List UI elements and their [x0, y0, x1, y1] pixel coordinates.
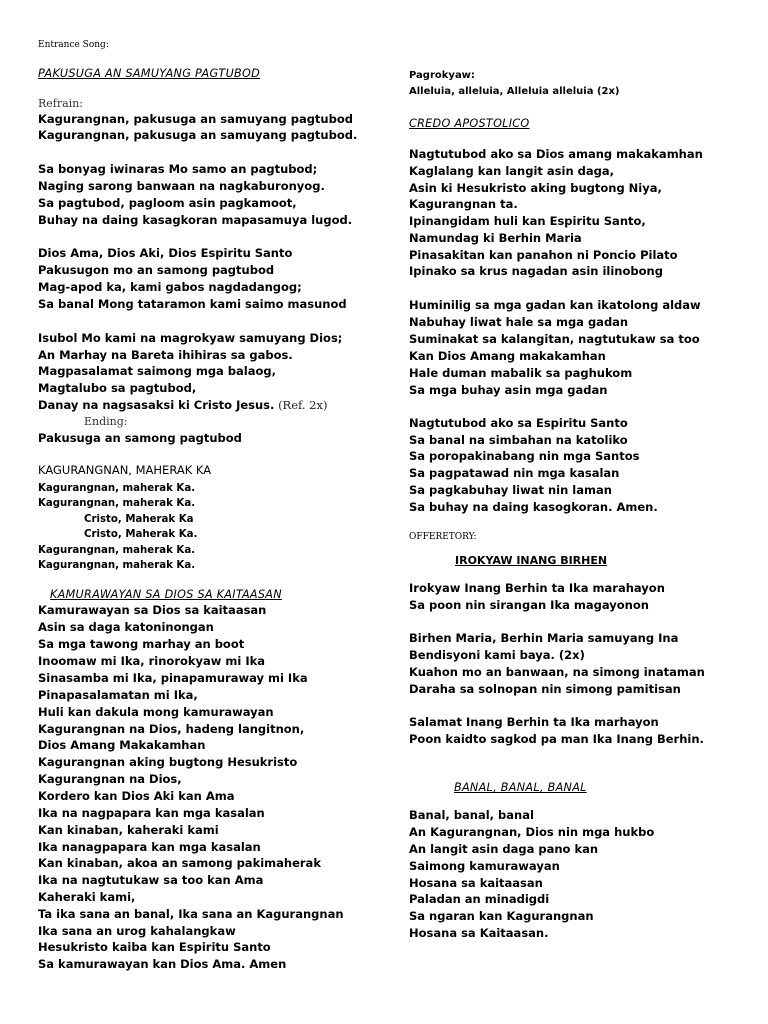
pagrokyaw-label: Pagrokyaw: [409, 70, 475, 81]
verse-last-line: Danay na nagsasaksi ki Cristo Jesus. [38, 398, 275, 412]
gloria-line: Sa kamurawayan kan Dios Ama. Amen [38, 957, 287, 971]
verse-line-with-ref [38, 398, 327, 413]
sanctus-line: Banal, banal, banal [409, 808, 534, 822]
credo-line: Sa mga buhay asin mga gadan [409, 383, 608, 397]
verse-line: Sa pagtubod, pagloom asin pagkamoot, [38, 196, 297, 210]
credo-title: CREDO APOSTOLICO [409, 117, 530, 130]
offertory-line: Irokyaw Inang Berhin ta Ika marahayon [409, 581, 665, 595]
song-title-pakusuga: PAKUSUGA AN SAMUYANG PAGTUBOD [38, 67, 261, 80]
ending-line: Pakusuga an samong pagtubod [38, 431, 242, 445]
offertory-title: IROKYAW INANG BIRHEN [455, 554, 608, 567]
gloria-line: Sa mga tawong marhay an boot [38, 637, 245, 651]
sanctus-line: An Kagurangnan, Dios nin mga hukbo [409, 825, 655, 839]
gloria-line: Kaheraki kami, [38, 890, 136, 904]
credo-line: Nagtutubod ako sa Espiritu Santo [409, 416, 628, 430]
credo-line: Sa pagpatawad nin mga kasalan [409, 466, 620, 480]
credo-line: Nabuhay liwat hale sa mga gadan [409, 315, 629, 329]
credo-line: Hale duman mabalik sa paghukom [409, 366, 633, 380]
verse-line: Sa bonyag iwinaras Mo samo an pagtubod; [38, 162, 318, 176]
gloria-line: Kagurangnan na Dios, [38, 772, 182, 786]
gloria-line: Huli kan dakula mong kamurawayan [38, 705, 274, 719]
offertory-line: Kuahon mo an banwaan, na simong inataman [409, 665, 705, 679]
sanctus-line: Hosana sa Kaitaasan. [409, 926, 549, 940]
offertory-line: Daraha sa solnopan nin simong pamitisan [409, 682, 681, 696]
offertory-label: OFFERETORY: [409, 532, 477, 542]
refrain-label: Refrain: [38, 97, 83, 110]
sanctus-line: Paladan an minadigdi [409, 892, 550, 906]
gloria-line: Kan kinaban, kaheraki kami [38, 823, 219, 837]
alleluia-line: Alleluia, alleluia, Alleluia alleluia (2x) [409, 86, 620, 97]
verse-line: Buhay na daing kasagkoran mapasamuya lugod. [38, 213, 353, 227]
verse-line: Sa banal Mong tataramon kami saimo masunod [38, 297, 347, 311]
offertory-line: Sa poon nin sirangan Ika magayonon [409, 598, 649, 612]
credo-line: Sa poropakinabang nin mga Santos [409, 449, 640, 463]
gloria-line: Kordero kan Dios Aki kan Ama [38, 789, 235, 803]
verse-line: Dios Ama, Dios Aki, Dios Espiritu Santo [38, 246, 293, 260]
refrain-line: Kagurangnan, pakusuga an samuyang pagtubod. [38, 128, 358, 142]
credo-line: Ipinako sa krus nagadan asin ilinobong [409, 264, 663, 278]
kyrie-line: Kagurangnan, maherak Ka. [38, 498, 196, 509]
kyrie-line: Cristo, Maherak Ka. [84, 529, 198, 540]
credo-line: Sa pagkabuhay liwat nin laman [409, 483, 612, 497]
verse-line: Naging sarong banwaan na nagkaburonyog. [38, 179, 325, 193]
gloria-line: Ta ika sana an banal, Ika sana an Kagurangnan [38, 907, 344, 921]
verse-line: Mag-apod ka, kami gabos nagdadangog; [38, 280, 302, 294]
refrain-line: Kagurangnan, pakusuga an samuyang pagtubod [38, 112, 353, 126]
gloria-line: Inoomaw mi Ika, rinorokyaw mi Ika [38, 654, 266, 668]
credo-line: Pinasakitan kan panahon ni Poncio Pilato [409, 248, 678, 262]
song-title-kyrie: KAGURANGNAN, MAHERAK KA [38, 463, 212, 477]
gloria-line: Kagurangnan aking bugtong Hesukristo [38, 755, 298, 769]
offertory-line: Bendisyoni kami baya. (2x) [409, 648, 585, 662]
credo-line: Asin ki Hesukristo aking bugtong Niya, [409, 181, 662, 195]
kyrie-line: Kagurangnan, maherak Ka. [38, 483, 196, 494]
verse-line: Isubol Mo kami na magrokyaw samuyang Dios; [38, 331, 343, 345]
verse-line: Pakusugon mo an samong pagtubod [38, 263, 275, 277]
kyrie-line: Kagurangnan, maherak Ka. [38, 560, 196, 571]
entrance-song-label: Entrance Song: [38, 40, 109, 50]
gloria-line: Ika nanagpapara kan mga kasalan [38, 840, 261, 854]
credo-line: Sa buhay na daing kasogkoran. Amen. [409, 500, 658, 514]
gloria-line: Dios Amang Makakamhan [38, 738, 206, 752]
credo-line: Nagtutubod ako sa Dios amang makakamhan [409, 147, 703, 161]
offertory-line: Birhen Maria, Berhin Maria samuyang Ina [409, 631, 679, 645]
sanctus-line: Saimong kamurawayan [409, 859, 560, 873]
verse-line: An Marhay na Bareta ihihiras sa gabos. [38, 348, 293, 362]
refrain-repeat-note: (Ref. 2x) [278, 398, 328, 412]
credo-line: Ipinangidam huli kan Espiritu Santo, [409, 214, 646, 228]
credo-line: Namundag ki Berhin Maria [409, 231, 582, 245]
gloria-line: Sinasamba mi Ika, pinapamuraway mi Ika [38, 671, 308, 685]
ending-label: Ending: [84, 415, 128, 428]
credo-line: Kagurangnan ta. [409, 197, 518, 211]
credo-line: Sa banal na simbahan na katoliko [409, 433, 628, 447]
credo-line: Kan Dios Amang makakamhan [409, 349, 606, 363]
gloria-line: Hesukristo kaiba kan Espiritu Santo [38, 940, 271, 954]
gloria-line: Ika sana an urog kahalangkaw [38, 924, 236, 938]
gloria-line: Asin sa daga katoninongan [38, 620, 214, 634]
verse-line: Magtalubo sa pagtubod, [38, 381, 197, 395]
gloria-line: Ika na nagtutukaw sa too kan Ama [38, 873, 264, 887]
offertory-line: Salamat Inang Berhin ta Ika marhayon [409, 715, 659, 729]
offertory-line: Poon kaidto sagkod pa man Ika Inang Berhin. [409, 732, 704, 746]
verse-line: Magpasalamat saimong mga balaog, [38, 364, 277, 378]
kyrie-line: Cristo, Maherak Ka [84, 514, 194, 525]
gloria-line: Ika na nagpapara kan mga kasalan [38, 806, 265, 820]
sanctus-line: Hosana sa kaitaasan [409, 876, 543, 890]
sanctus-title: BANAL, BANAL, BANAL [454, 781, 587, 794]
sanctus-line: Sa ngaran kan Kagurangnan [409, 909, 594, 923]
gloria-line: Kan kinaban, akoa an samong pakimaherak [38, 856, 321, 870]
gloria-line: Kagurangnan na Dios, hadeng langitnon, [38, 722, 305, 736]
kyrie-line: Kagurangnan, maherak Ka. [38, 545, 196, 556]
song-title-gloria: KAMURAWAYAN SA DIOS SA KAITAASAN [50, 588, 282, 601]
sanctus-line: An langit asin daga pano kan [409, 842, 599, 856]
credo-line: Suminakat sa kalangitan, nagtutukaw sa too [409, 332, 700, 346]
credo-line: Huminilig sa mga gadan kan ikatolong aldaw [409, 298, 701, 312]
gloria-line: Kamurawayan sa Dios sa kaitaasan [38, 603, 267, 617]
credo-line: Kaglalang kan langit asin daga, [409, 164, 614, 178]
gloria-line: Pinapasalamatan mi Ika, [38, 688, 198, 702]
